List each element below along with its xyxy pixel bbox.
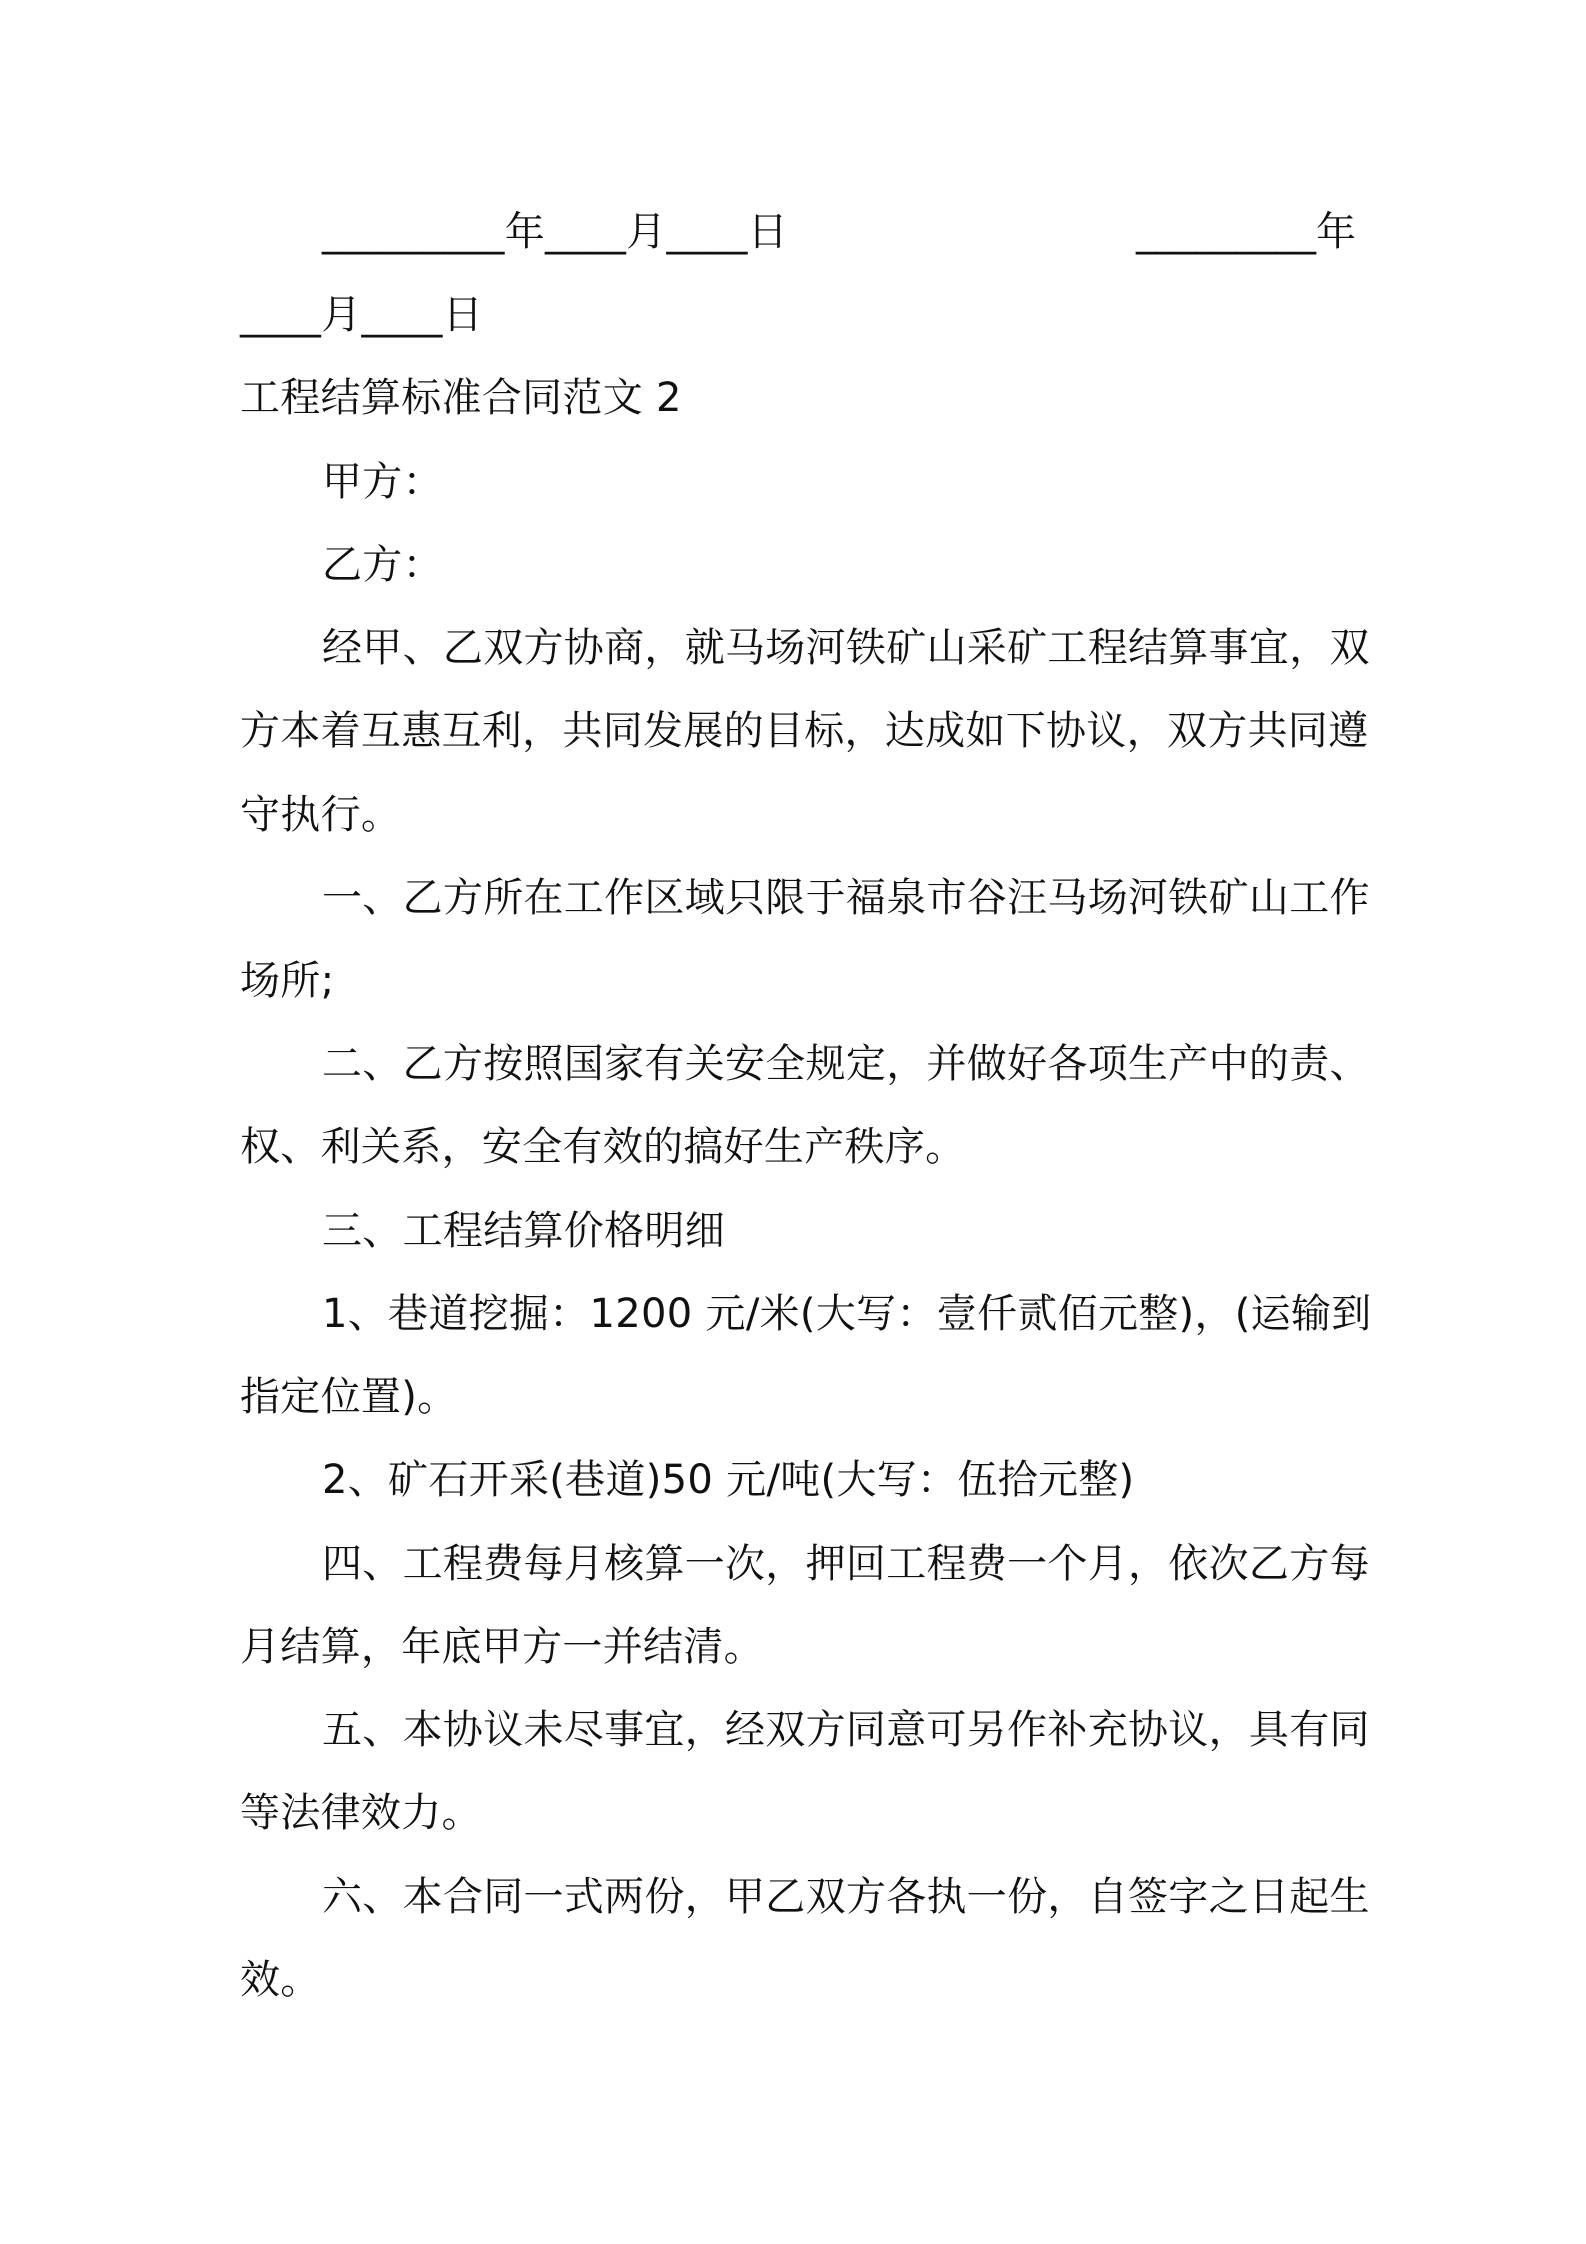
- intro-paragraph-line-3: 守执行。: [240, 792, 402, 838]
- clause-2-line-2: 权、利关系，安全有效的搞好生产秩序。: [240, 1124, 966, 1170]
- item-1-line-2: 指定位置)。: [240, 1374, 458, 1420]
- clause-6-line-1: 六、本合同一式两份，甲乙双方各执一份，自签字之日起生: [322, 1874, 1370, 1920]
- clause-1-line-2: 场所;: [240, 958, 335, 1004]
- clause-4-line-2: 月结算，年底甲方一并结清。: [240, 1624, 764, 1670]
- clause-4-line-1: 四、工程费每月核算一次，押回工程费一个月，依次乙方每: [322, 1541, 1370, 1587]
- item-1-line-1: 1、巷道挖掘：1200 元/米(大写：壹仟贰佰元整)，(运输到: [322, 1291, 1372, 1337]
- party-b-label: 乙方：: [322, 542, 443, 588]
- party-a-label: 甲方：: [322, 459, 443, 505]
- item-2-line-1: 2、矿石开采(巷道)50 元/吨(大写：伍拾元整): [322, 1457, 1135, 1503]
- clause-5-line-2: 等法律效力。: [240, 1790, 482, 1836]
- clause-6-line-2: 效。: [240, 1957, 321, 2003]
- intro-paragraph-line-1: 经甲、乙双方协商，就马场河铁矿山采矿工程结算事宜，双: [322, 625, 1370, 671]
- clause-1-line-1: 一、乙方所在工作区域只限于福泉市谷汪马场河铁矿山工作: [322, 875, 1370, 921]
- document-title: 工程结算标准合同范文 2: [240, 375, 682, 421]
- signature-date-left: _________年____月____日: [322, 209, 788, 255]
- signature-date-right-month-day: ____月____日: [240, 292, 483, 338]
- clause-5-line-1: 五、本协议未尽事宜，经双方同意可另作补充协议，具有同: [322, 1707, 1370, 1753]
- intro-paragraph-line-2: 方本着互惠互利，共同发展的目标，达成如下协议，双方共同遵: [240, 708, 1369, 754]
- clause-3-heading: 三、工程结算价格明细: [322, 1208, 725, 1254]
- signature-date-right-year: _________年: [1136, 209, 1356, 255]
- clause-2-line-1: 二、乙方按照国家有关安全规定，并做好各项生产中的责、: [322, 1041, 1370, 1087]
